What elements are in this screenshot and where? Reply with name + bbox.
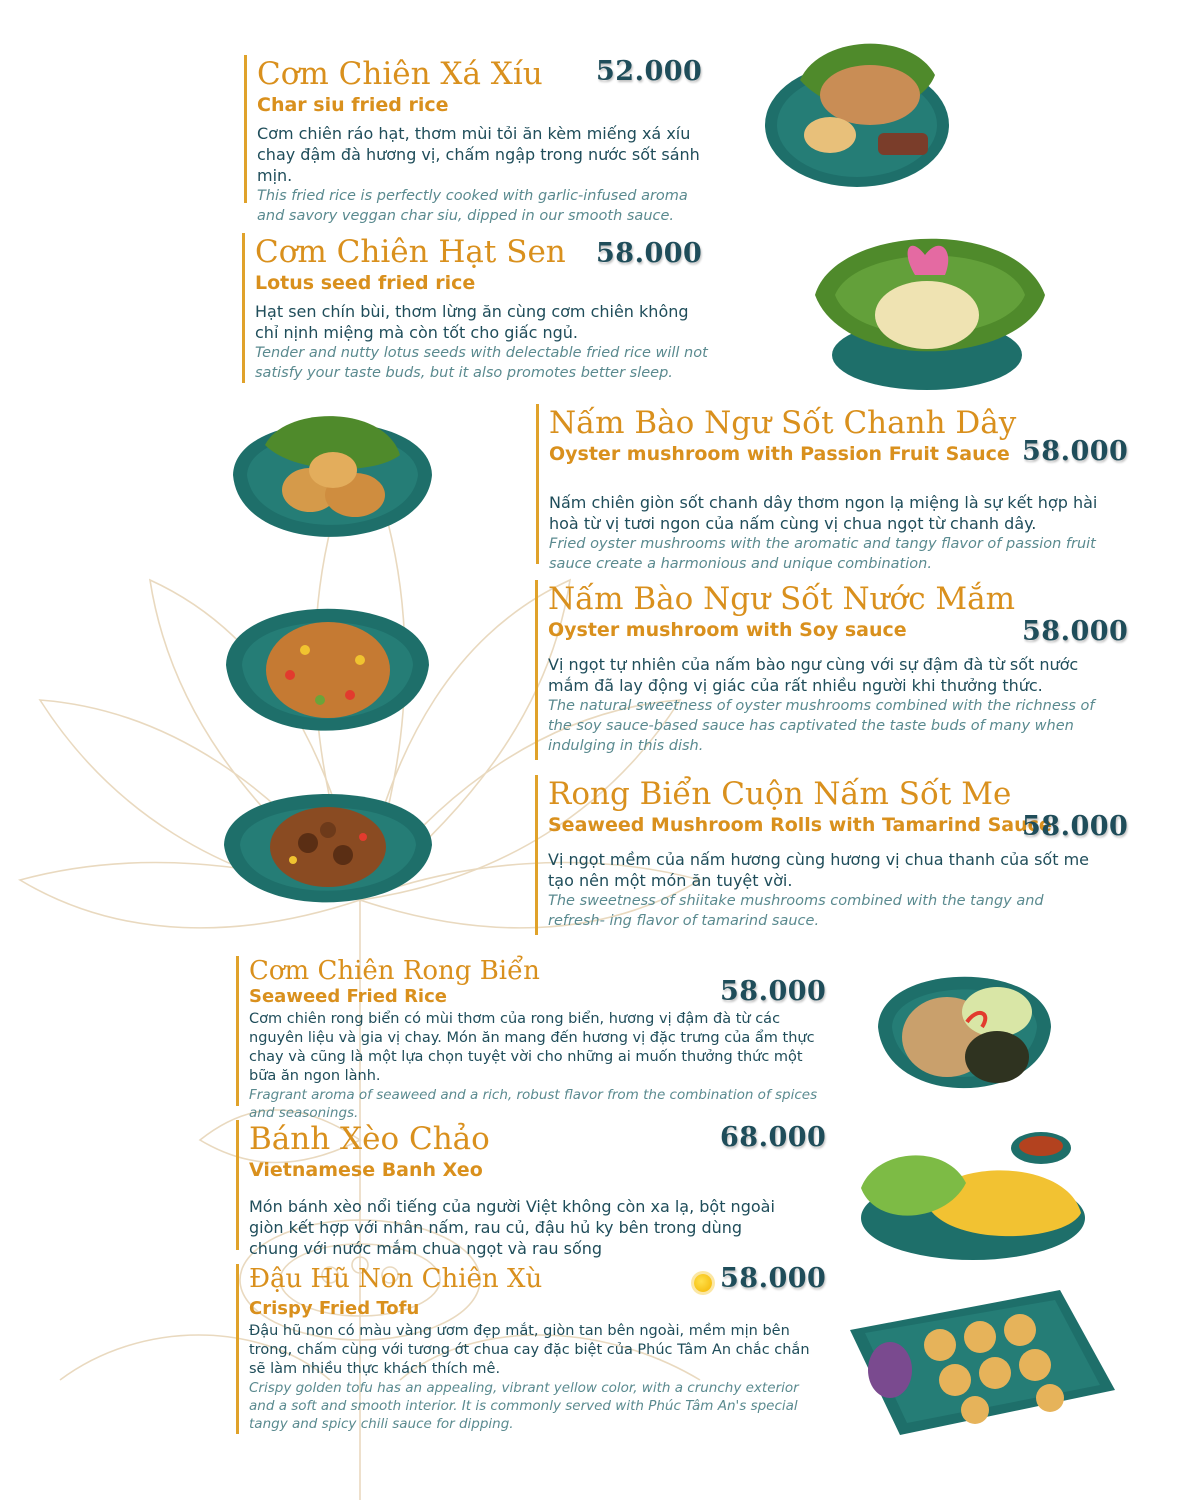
- item-price: 52.000: [596, 56, 703, 87]
- item-subtitle: Vietnamese Banh Xeo: [249, 1159, 483, 1181]
- item-subtitle: Oyster mushroom with Passion Fruit Sauce: [549, 443, 1010, 465]
- lotus-leaf-rice-icon: [805, 215, 1050, 395]
- item-title: Cơm Chiên Hạt Sen: [255, 234, 566, 270]
- item-description-en: This fried rice is perfectly cooked with garlic-infused aroma and savory veggan char siu, dipped in our smooth sauce.: [257, 188, 688, 224]
- item-title: Nấm Bào Ngư Sốt Nước Mắm: [548, 581, 1016, 617]
- item-description-en: The natural sweetness of oyster mushrooms combined with the richness of the soy sauce-based sauce has captivated the taste buds of many when indulging in this dish.: [548, 698, 1095, 754]
- item-subtitle: Seaweed Fried Rice: [249, 986, 447, 1007]
- item-title: Nấm Bào Ngư Sốt Chanh Dây: [549, 405, 1017, 441]
- mushroom-bowl-icon: [220, 580, 435, 755]
- item-title: Bánh Xèo Chảo: [249, 1121, 490, 1157]
- item-price: 58.000: [596, 238, 703, 269]
- item-description-vi: Vị ngọt mềm của nấm hương cùng hương vị chua thanh của sốt me tạo nên một món ăn tuyệt vời.: [548, 850, 1089, 890]
- coin-icon: [694, 1274, 712, 1292]
- item-description-vi: Nấm chiên giòn sốt chanh dây thơm ngon lạ miệng là sự kết hợp hài hoà từ vị tươi ngon của nấm cùng vị chua ngọt từ chanh dây.: [549, 493, 1098, 533]
- item-description-vi: Cơm chiên ráo hạt, thơm mùi tỏi ăn kèm miếng xá xíu chay đậm đà hương vị, chấm ngập trong nước sốt sánh mịn.: [257, 124, 700, 185]
- item-description-vi: Đậu hũ non có màu vàng ươm đẹp mắt, giòn tan bên ngoài, mềm mịn bên trong, chấm cùng với tương ớt chua cay đặc biệt của Phúc Tâm An chắc chắn sẽ làm nhiều thực khách thích mê.: [249, 1323, 810, 1377]
- item-description-vi: Hạt sen chín bùi, thơm lừng ăn cùng cơm chiên không chỉ nịnh miệng mà còn tốt cho giấc ngủ.: [255, 302, 689, 342]
- item-subtitle: Seaweed Mushroom Rolls with Tamarind Sauce: [548, 814, 1052, 836]
- item-title: Cơm Chiên Xá Xíu: [257, 56, 543, 92]
- item-title: Rong Biển Cuộn Nấm Sốt Me: [548, 776, 1012, 812]
- item-subtitle: Crispy Fried Tofu: [249, 1298, 420, 1319]
- item-description-en: Crispy golden tofu has an appealing, vibrant yellow color, with a crunchy exterior and a soft and smooth interior. It is commonly served with Phúc Tâm An's special tangy and spicy chili sauce for dipping.: [249, 1380, 799, 1432]
- item-description-en: Tender and nutty lotus seeds with delectable fried rice will not satisfy your taste buds, but it also promotes better sleep.: [255, 345, 708, 381]
- menu-item-banh-xeo-chao: [236, 1120, 796, 1258]
- item-price: 68.000: [720, 1122, 827, 1153]
- seaweed-rice-bowl-icon: [872, 952, 1057, 1112]
- item-price: 58.000: [720, 1263, 827, 1294]
- seaweed-rolls-bowl-icon: [218, 765, 438, 925]
- item-subtitle: Lotus seed fried rice: [255, 272, 476, 294]
- banh-xeo-plate-icon: [856, 1128, 1091, 1263]
- mushroom-bowl-icon: [225, 395, 440, 560]
- item-price: 58.000: [720, 976, 827, 1007]
- item-price: 58.000: [1022, 616, 1129, 647]
- item-price: 58.000: [1022, 811, 1129, 842]
- menu-item-rong-bien-cuon-nam-sot-me: [535, 775, 1105, 935]
- item-description-vi: Cơm chiên rong biển có mùi thơm của rong biển, hương vị đậm đà từ các nguyên liệu và gia vị chay. Món ăn mang đến hương vị đặc trưng của ẩm thực chay và cũng là một lựa chọn tuyệt vời cho những ai muốn thưởng thức một bữa ăn ngon lành.: [249, 1011, 815, 1084]
- fried-tofu-platter-icon: [845, 1285, 1120, 1445]
- menu-item-nam-bao-ngu-sot-chanh-day: [536, 404, 1106, 572]
- item-description-en: Fragrant aroma of seaweed and a rich, robust flavor from the combination of spices and seasonings.: [249, 1087, 818, 1121]
- item-title: Cơm Chiên Rong Biển: [249, 956, 540, 986]
- item-description-en: Fried oyster mushrooms with the aromatic and tangy flavor of passion fruit sauce create a harmonious and unique combination.: [549, 536, 1096, 572]
- item-description-vi: Vị ngọt tự nhiên của nấm bào ngư cùng với sự đậm đà từ sốt nước mắm đã lay động vị giác của rất nhiều người khi thưởng thức.: [548, 655, 1079, 695]
- menu-item-nam-bao-ngu-sot-nuoc-mam: [535, 580, 1105, 760]
- item-title: Đậu Hũ Non Chiên Xù: [249, 1264, 543, 1294]
- item-description-en: The sweetness of shiitake mushrooms combined with the tangy and refresh- ing flavor of tamarind sauce.: [548, 893, 1044, 929]
- item-subtitle: Oyster mushroom with Soy sauce: [548, 619, 907, 641]
- item-price: 58.000: [1022, 436, 1129, 467]
- item-subtitle: Char siu fried rice: [257, 94, 449, 116]
- item-description-vi: Món bánh xèo nổi tiếng của người Việt không còn xa lạ, bột ngoài giòn kết hợp với nhân nấm, rau củ, đậu hủ ky bên trong dùng chung với nước mắm chua ngọt và rau sống: [249, 1197, 775, 1258]
- fried-rice-plate-icon: [760, 25, 955, 195]
